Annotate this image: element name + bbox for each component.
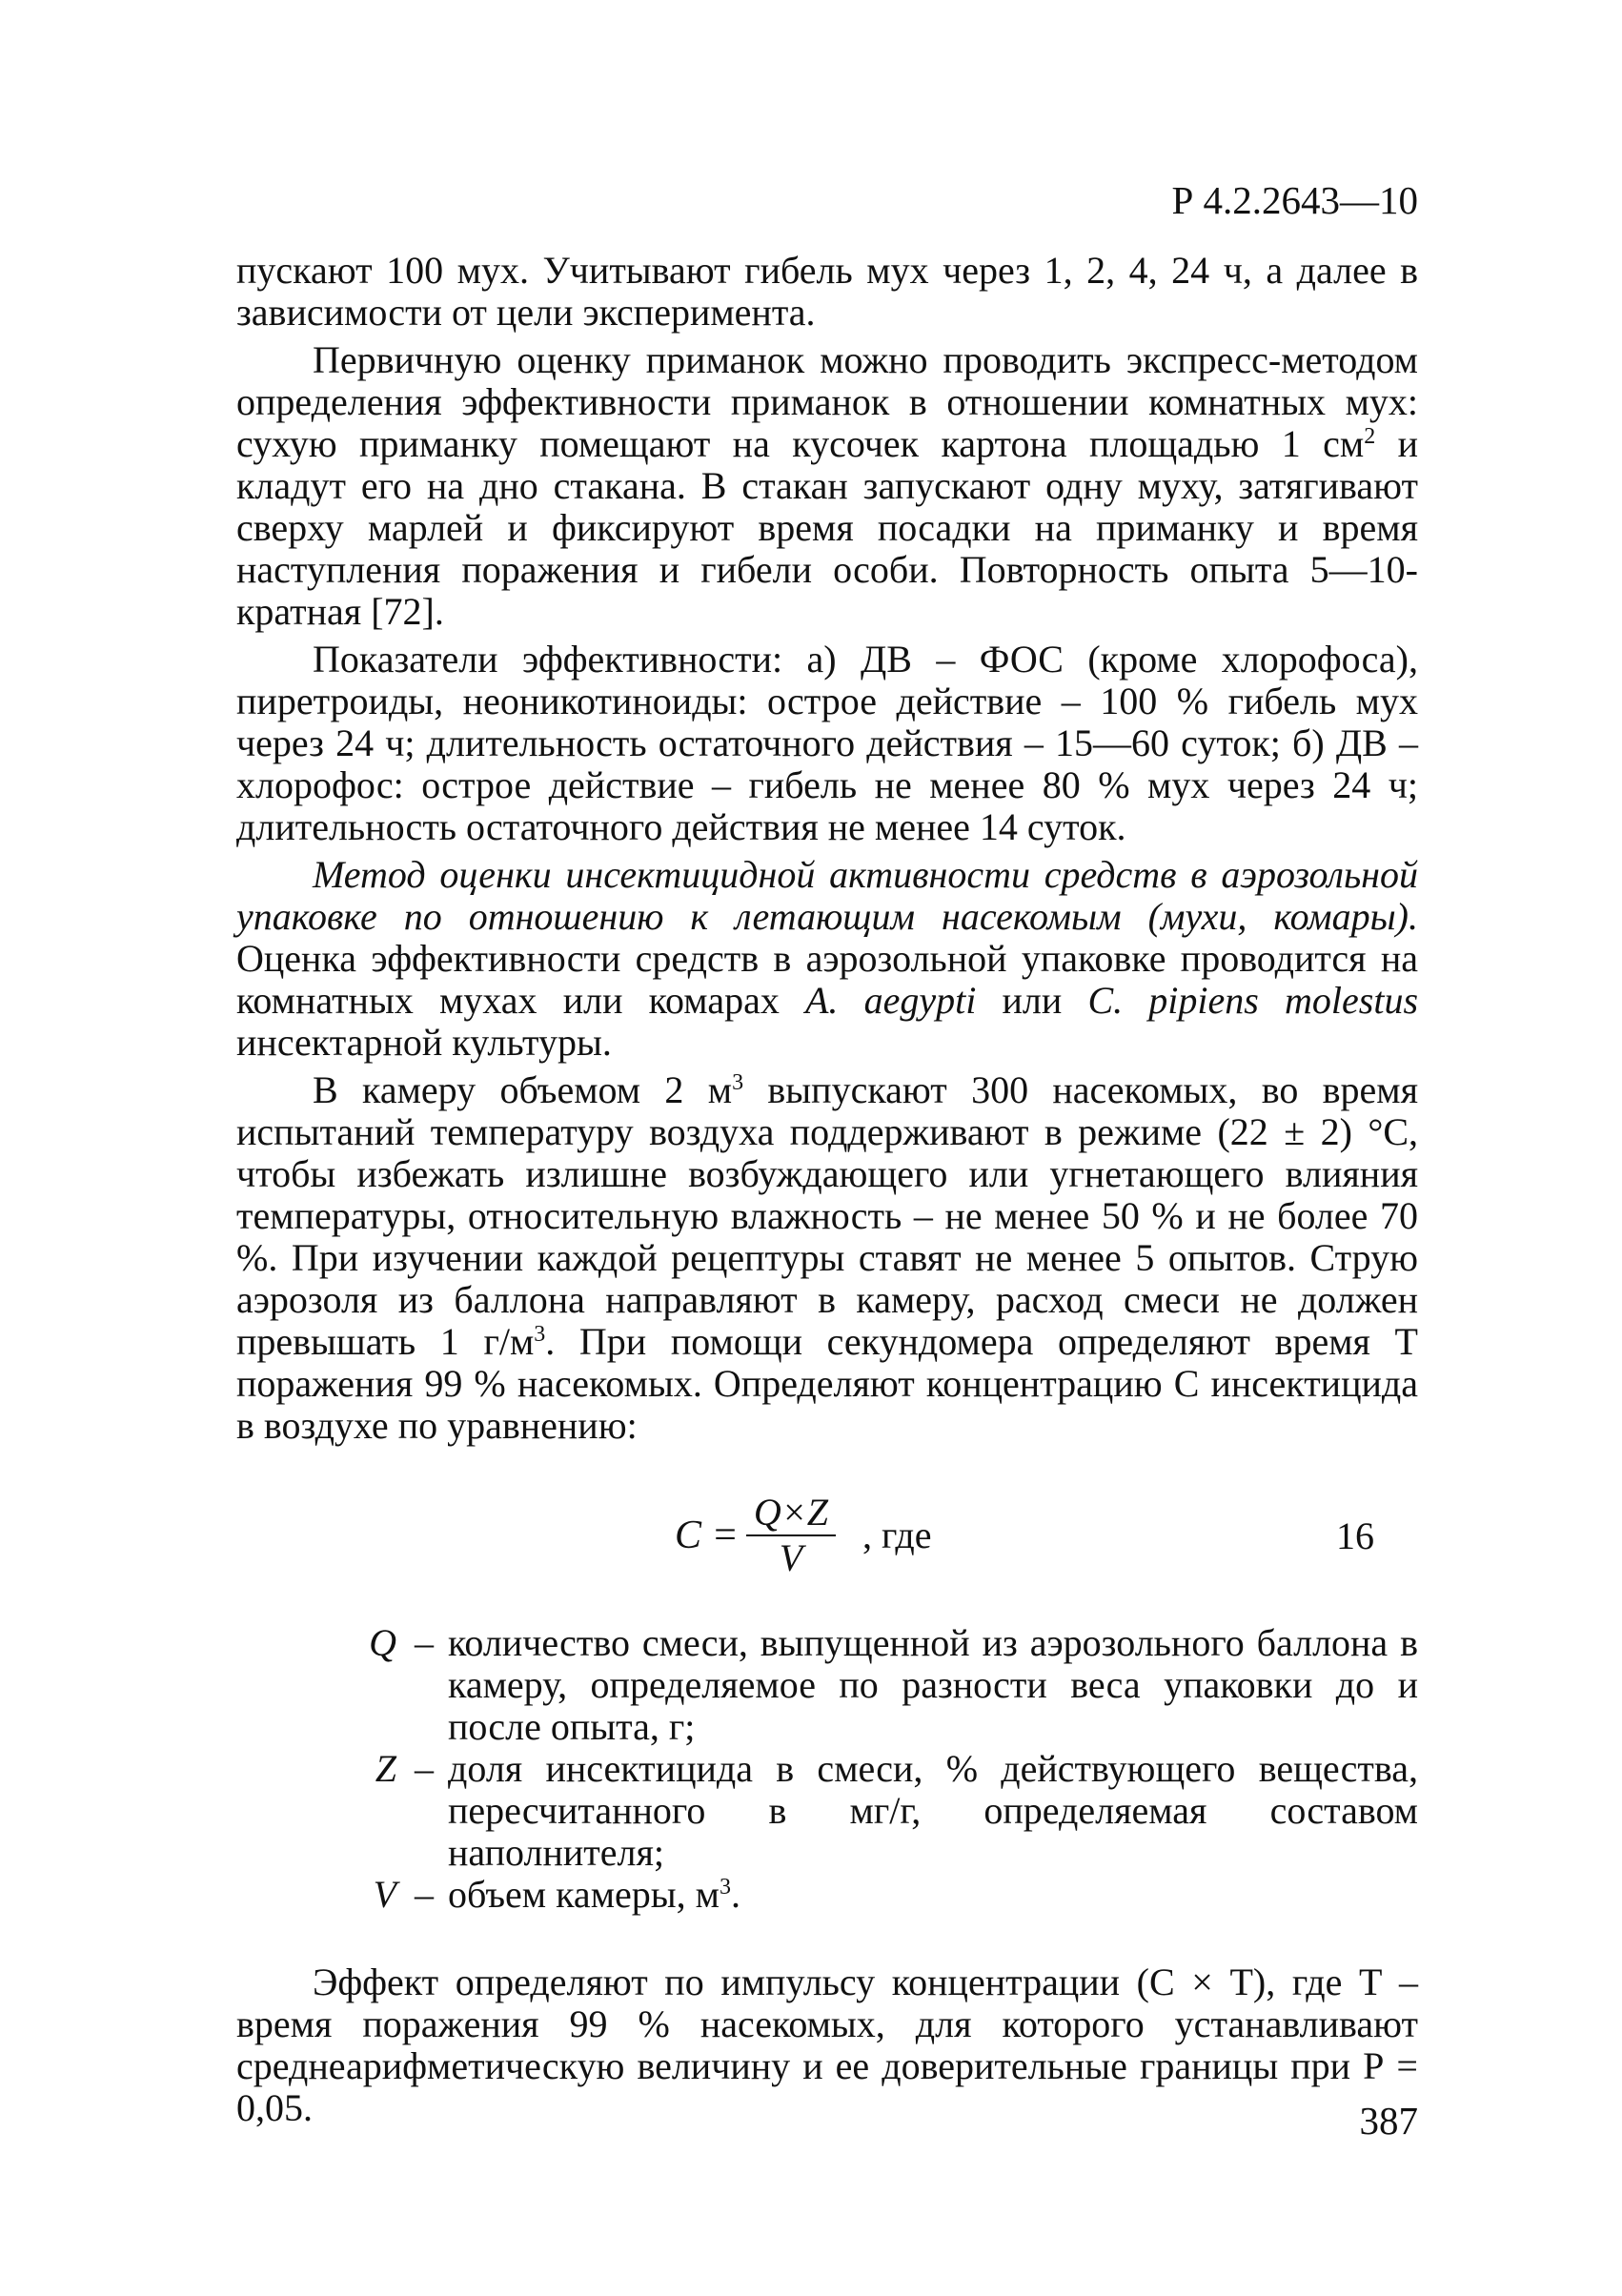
- paragraph-4: [236, 854, 1418, 1064]
- formula-lhs: C =: [675, 1514, 739, 1557]
- formula-fraction: [746, 1491, 836, 1580]
- definition-symbol: Z: [375, 1747, 396, 1790]
- page-number: 387: [1359, 2099, 1418, 2143]
- definition-symbol: V: [373, 1873, 396, 1916]
- paragraph-4-part-a: Оценка эффективности средств в аэрозольной упаковке проводится на комнатных мухах или комарах: [236, 937, 1418, 1022]
- definition-text: [448, 1874, 1418, 1916]
- species-name: A. aegypti: [805, 979, 977, 1022]
- superscript: 3: [534, 1322, 546, 1347]
- definition-dash: –: [415, 1747, 434, 1790]
- definition-item: [236, 1874, 1418, 1916]
- definition-item: [236, 1748, 1418, 1874]
- definition-dash: –: [415, 1621, 434, 1664]
- definition-text-tail: .: [730, 1873, 740, 1916]
- formula: [675, 1491, 932, 1580]
- definition-symbol: Q: [369, 1621, 396, 1664]
- definition-text: доля инсектицида в смеси, % действующего вещества, пересчитанного в мг/г, определяемая составом наполнителя;: [448, 1747, 1418, 1874]
- method-heading: Метод оценки инсектицидной активности средств в аэрозольной упаковке по отношению к летающим насекомым (мухи, комары).: [236, 853, 1418, 938]
- species-name: C. pipiens molestus: [1087, 979, 1419, 1022]
- body-text: [236, 250, 1418, 2129]
- paragraph-6: Эффект определяют по импульсу концентрации (С × Т), где Т – время поражения 99 % насекомых, для которого устанавливают среднеарифметическую величину и ее доверительные границы при Р = 0,05.: [236, 1961, 1418, 2129]
- formula-numerator: Q×Z: [746, 1491, 836, 1536]
- formula-where: , где: [862, 1514, 932, 1556]
- definition-text: количество смеси, выпущенной из аэрозольного баллона в камеру, определяемое по разности веса упаковки до и после опыта, г;: [448, 1621, 1418, 1748]
- superscript: 3: [732, 1070, 744, 1095]
- superscript: 3: [719, 1875, 731, 1900]
- definition-item: [236, 1622, 1418, 1748]
- variable-definitions: [236, 1622, 1418, 1916]
- paragraph-3: Показатели эффективности: а) ДВ – ФОС (кроме хлорофоса), пиретроиды, неоникотиноиды: острое действие – 100 % гибель мух через 24 ч; длительность остаточного действия – 15—60 суток; б) ДВ – хлорофос: острое действие – гибель не менее 80 % мух через 24 ч; длительность остаточного действия не менее 14 суток.: [236, 638, 1418, 848]
- paragraph-2: [236, 339, 1418, 633]
- paragraph-5-part-b: выпускают 300 насекомых, во время испытаний температуру воздуха поддерживают в режиме (22 ± 2) °С, чтобы избежать излишне возбуждающего или угнетающего влияния температуры, относительную влажность – не менее 50 % и не более 70 %. При изучении каждой рецептуры ставят не менее 5 опытов. Струю аэрозоля из баллона направляют в камеру, расход смеси не должен превышать 1 г/м: [236, 1068, 1418, 1363]
- definition-text-main: объем камеры, м: [448, 1873, 720, 1916]
- paragraph-1: пускают 100 мух. Учитывают гибель мух через 1, 2, 4, 24 ч, а далее в зависимости от цели эксперимента.: [236, 249, 1418, 334]
- paragraph-5-part-a: В камеру объемом 2 м: [313, 1068, 733, 1111]
- paragraph-4-part-b: инсектарной культуры.: [236, 1021, 612, 1064]
- paragraph-2-part-b: и кладут его на дно стакана. В стакан запускают одну муху, затягивают сверху марлей и фиксируют время посадки на приманку и время наступления поражения и гибели особи. Повторность опыта 5—10-кратная [72].: [236, 422, 1419, 633]
- definition-dash: –: [415, 1873, 434, 1916]
- superscript: 2: [1364, 424, 1376, 449]
- paragraph-5-part-c: . При помощи секундомера определяют время Т поражения 99 % насекомых. Определяют концентрацию С инсектицида в воздухе по уравнению:: [236, 1320, 1418, 1447]
- paragraph-5: [236, 1069, 1418, 1447]
- equation-number: 16: [1336, 1514, 1374, 1557]
- formula-row: [236, 1489, 1418, 1601]
- formula-denominator: V: [779, 1536, 803, 1579]
- conjunction: или: [976, 979, 1088, 1022]
- paragraph-2-part-a: Первичную оценку приманок можно проводить экспресс-методом определения эффективности приманок в отношении комнатных мух: сухую приманку помещают на кусочек картона площадью 1 см: [236, 338, 1418, 465]
- document-number: Р 4.2.2643—10: [1171, 178, 1418, 222]
